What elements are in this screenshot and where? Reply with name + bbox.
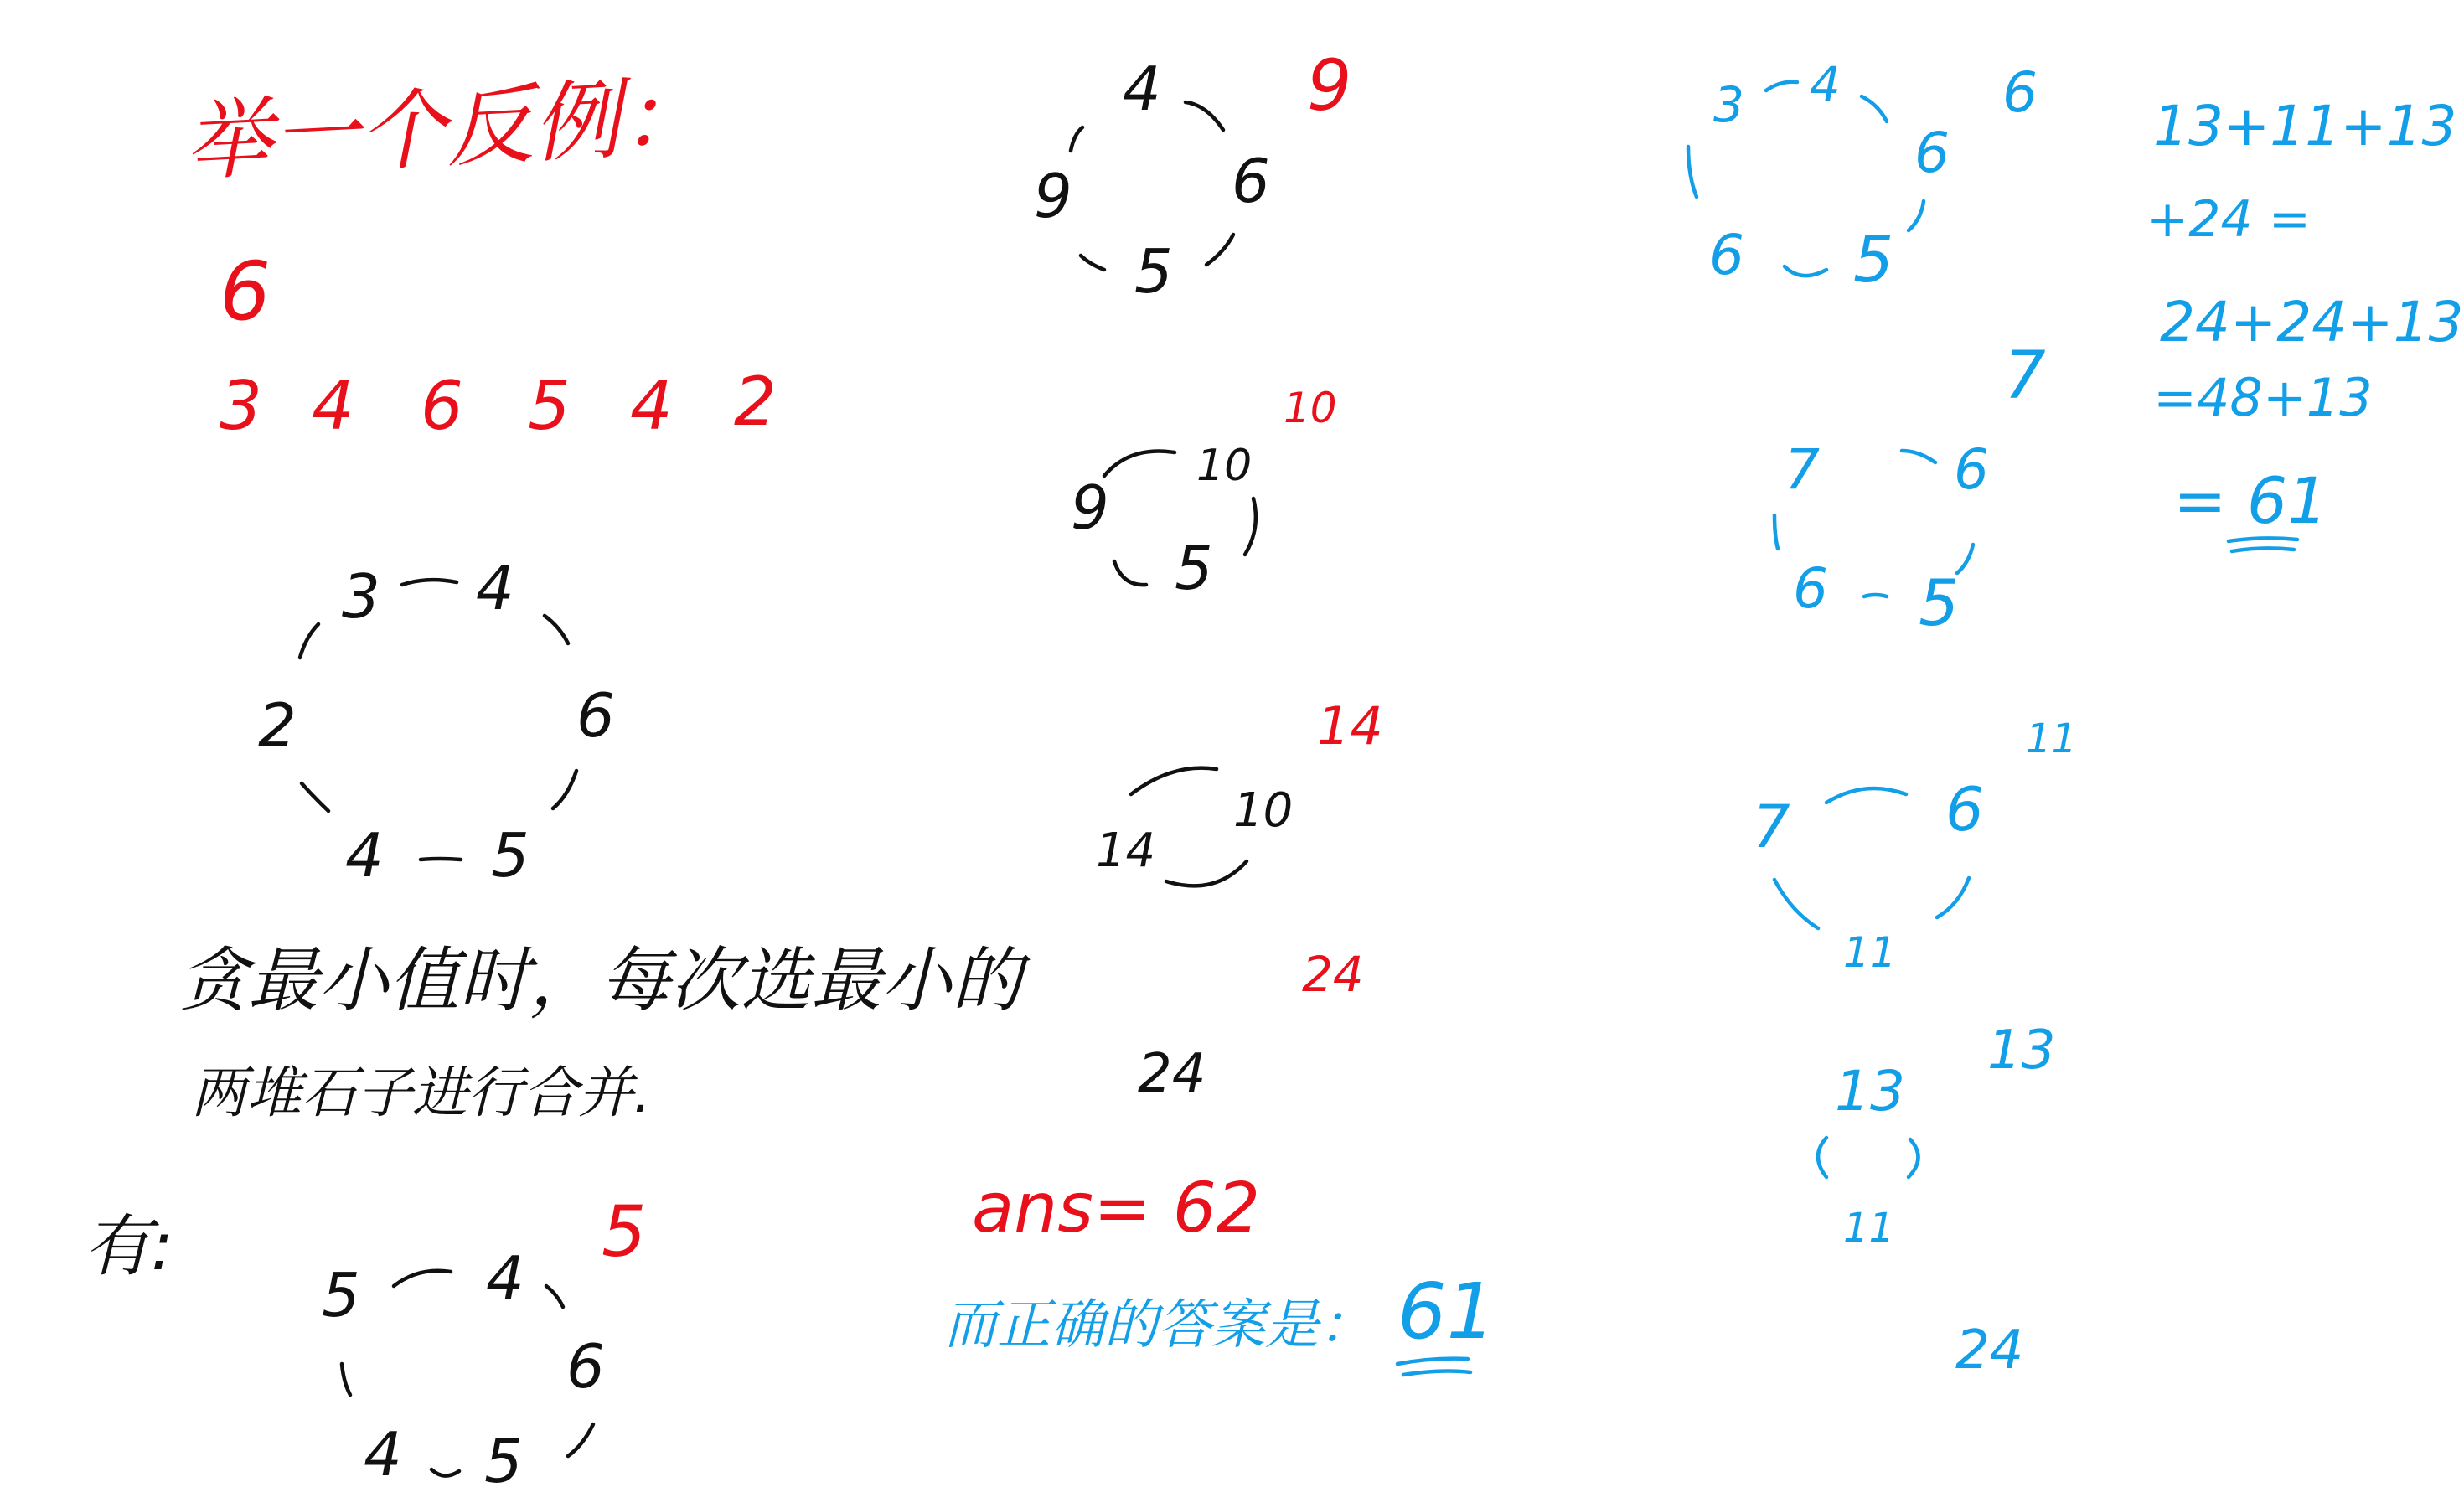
- step-cost: 14: [1317, 695, 1383, 757]
- step-cost: 9: [1307, 44, 1352, 127]
- ring-edge: [1245, 498, 1256, 555]
- ring-edge: [553, 771, 576, 808]
- ring-edge: [1206, 235, 1233, 265]
- ring-node: 24: [1138, 1043, 1206, 1105]
- step-cost: 11: [2026, 715, 2078, 762]
- correct-answer-label: 而正确的答案是：: [943, 1294, 1372, 1356]
- ring-node: 14: [1096, 824, 1156, 878]
- calc-line: 13+11+13: [2153, 94, 2457, 158]
- ring-node: 6: [576, 680, 615, 751]
- ring-edge: [1909, 201, 1924, 230]
- ring-edge: [1774, 880, 1818, 928]
- ring-edge: [1909, 1139, 1919, 1177]
- sequence-value: 6: [421, 367, 463, 445]
- sequence-value: 4: [312, 367, 354, 445]
- ring-node: 7: [1753, 793, 1790, 861]
- underline: [2229, 538, 2297, 541]
- ring-node: 5: [484, 1426, 523, 1496]
- ring-edge: [431, 1469, 459, 1476]
- ring-edge: [1957, 545, 1973, 573]
- ring-node: 4: [476, 553, 514, 623]
- underline: [1403, 1371, 1470, 1375]
- ring-edge: [1104, 452, 1175, 476]
- ring-node: 5: [1853, 222, 1894, 297]
- ring-edge: [421, 859, 461, 860]
- note-line-2: 两堆石子进行合并.: [191, 1061, 651, 1125]
- ring-edge: [1826, 788, 1906, 803]
- ring-node: 11: [1843, 1205, 1895, 1252]
- step-cost: 13: [1987, 1020, 2056, 1082]
- ring-node: 7: [1785, 437, 1820, 502]
- ring-node: 6: [1709, 223, 1744, 287]
- ring-edge: [342, 1364, 350, 1395]
- ring-edge: [402, 580, 457, 585]
- ring-node: 2: [258, 690, 297, 761]
- ring-node: 4: [1810, 56, 1841, 113]
- ring-node: 3: [342, 561, 380, 632]
- ring-node: 5: [491, 820, 529, 891]
- ring-edge: [394, 1271, 451, 1286]
- ring-node: 5: [1919, 566, 1960, 640]
- ring-node: 11: [1843, 928, 1897, 977]
- calc-line: +24 =: [2146, 190, 2311, 249]
- have-label: 有:: [84, 1207, 173, 1285]
- ring-edge: [1114, 561, 1146, 585]
- ring-node: 4: [345, 820, 384, 891]
- ring-edge: [546, 1286, 563, 1307]
- greedy-answer: ans= 62: [972, 1169, 1261, 1248]
- step-cost: 10: [1284, 384, 1337, 432]
- calc-line: 24+24+13: [2160, 290, 2464, 354]
- ring-node: 5: [322, 1260, 360, 1330]
- ring-edge: [1071, 127, 1082, 151]
- underline: [2232, 548, 2294, 551]
- sequence-value: 2: [734, 363, 777, 441]
- ring-node: 4: [486, 1243, 524, 1314]
- ring-edge: [1186, 102, 1223, 130]
- ring-node: 5: [1175, 533, 1213, 603]
- ring-edge: [1902, 451, 1935, 462]
- ring-edge: [1774, 515, 1778, 549]
- ring-edge: [1818, 1138, 1826, 1177]
- ring-node: 9: [1034, 161, 1072, 231]
- step-cost: 6: [2002, 60, 2038, 125]
- ring-node: 6: [1954, 437, 1989, 502]
- ring-node: 6: [1945, 774, 1984, 844]
- ring-edge: [1081, 256, 1104, 270]
- ring-edge: [1937, 878, 1969, 917]
- ring-node: 10: [1196, 441, 1253, 491]
- ring-node: 5: [1134, 236, 1173, 307]
- ring-edge: [1785, 266, 1826, 276]
- ring-edge: [1864, 595, 1887, 596]
- ring-edge: [1766, 82, 1797, 90]
- ring-edge: [302, 783, 328, 811]
- step-cost: 5: [602, 1190, 647, 1273]
- note-line-1: 贪最小值时，每次选最小的: [178, 939, 1023, 1021]
- underline: [1397, 1359, 1468, 1364]
- ring-edge: [1688, 147, 1697, 197]
- ring-edge: [1862, 96, 1887, 121]
- correct-answer-value: 61: [1397, 1267, 1496, 1356]
- ring-node: 4: [1123, 54, 1161, 124]
- sequence-value: 4: [630, 367, 673, 445]
- ring-edge: [300, 624, 318, 658]
- ring-node: 6: [1793, 556, 1828, 621]
- title: 举一个反例：: [182, 64, 710, 194]
- ring-edge: [545, 616, 568, 643]
- ring-node: 13: [1835, 1059, 1905, 1123]
- ring-node: 10: [1233, 783, 1294, 838]
- calc-line: =48+13: [2153, 367, 2373, 428]
- sequence-value: 3: [220, 367, 262, 445]
- ring-edge: [568, 1424, 593, 1456]
- ring-node: 6: [566, 1331, 605, 1402]
- ring-edge: [1131, 768, 1217, 794]
- calc-line: = 61: [2173, 463, 2328, 538]
- stone-count: 6: [220, 245, 271, 338]
- ring-node: 24: [1955, 1320, 2024, 1381]
- ring-node: 6: [1914, 121, 1950, 185]
- ring-node: 6: [1232, 146, 1270, 216]
- ring-node: 9: [1071, 473, 1109, 543]
- ring-edge: [1166, 861, 1247, 886]
- ring-node: 4: [364, 1419, 402, 1490]
- step-cost: 24: [1302, 946, 1364, 1003]
- ring-node: 3: [1713, 76, 1744, 133]
- sequence-value: 5: [528, 367, 571, 445]
- step-cost: 7: [2004, 338, 2046, 414]
